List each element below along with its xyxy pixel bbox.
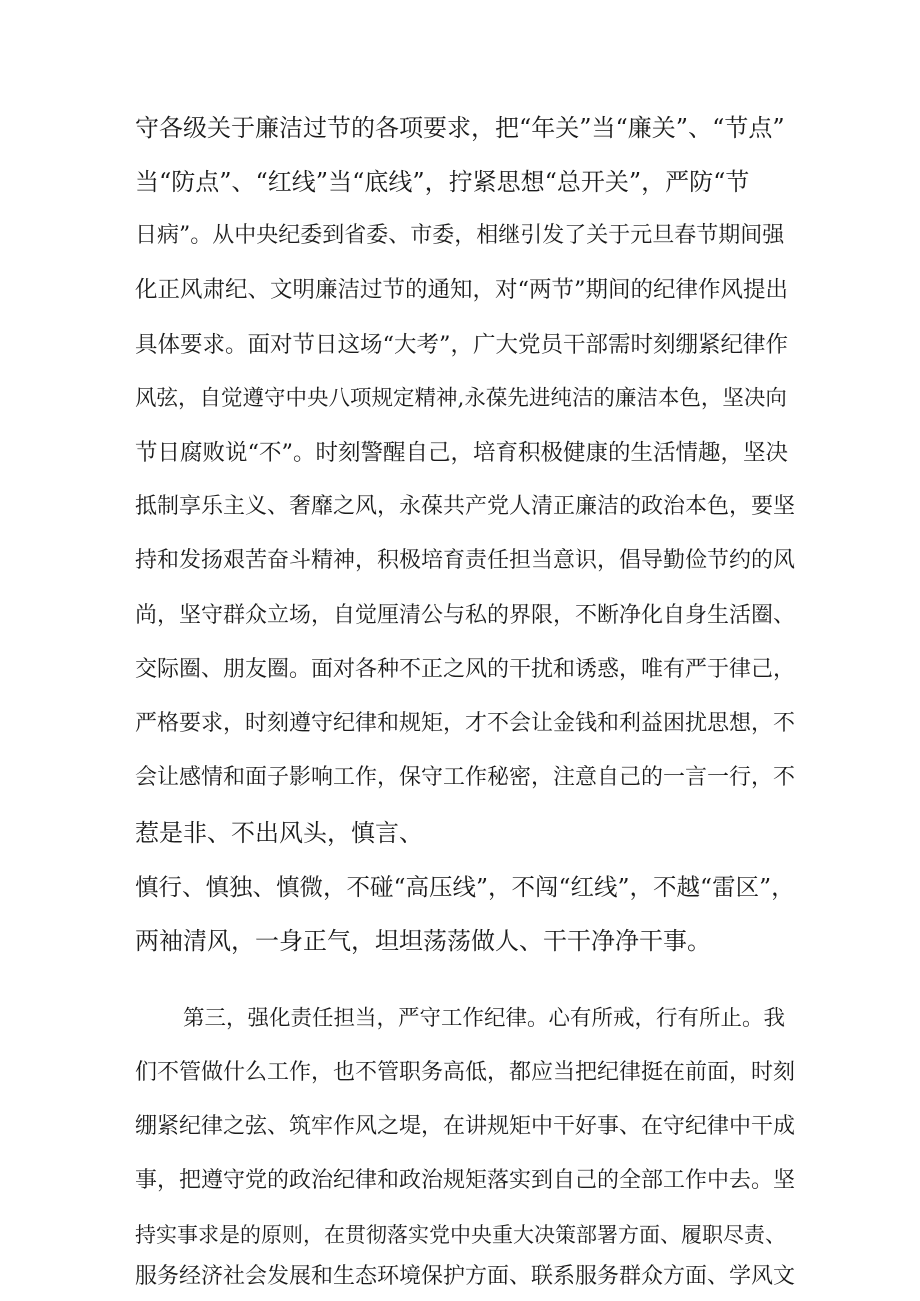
text-line: 化正风肃纪、文明廉洁过节的通知，对“两节”期间的纪律作风提出 [135, 277, 789, 303]
text-line: 慎行、慎独、慎微，不碰“高压线”，不闯“红线”，不越“雷区”， [135, 873, 795, 901]
text-line: 服务经济社会发展和生态环境保护方面、联系服务群众方面、学风文 [135, 1264, 796, 1289]
text-line: 两袖清风，一身正气，坦坦荡荡做人、干干净净干事。 [135, 927, 711, 955]
text-line: 日病”。从中央纪委到省委、市委，相继引发了关于元旦春节期间强 [135, 223, 785, 248]
text-line: 风弦，自觉遵守中央八项规定精神,永葆先进纯洁的廉洁本色，坚决向 [135, 386, 787, 411]
text-line: 惹是非、不出风头，慎言、 [135, 819, 423, 847]
text-line: 持和发扬艰苦奋斗精神，积极培育责任担当意识，倡导勤俭节约的风 [135, 548, 796, 573]
paragraph-first-line: 第三，强化责任担当，严守工作纪律。心有所戒，行有所止。我 [183, 1006, 786, 1031]
text-line: 交际圈、朋友圈。面对各种不正之风的干扰和诱惑，唯有严于律己， [135, 657, 796, 682]
text-line: 们不管做什么工作，也不管职务高低，都应当把纪律挺在前面，时刻 [135, 1060, 796, 1085]
text-line: 具体要求。面对节日这场“大考”，广大党员干部需时刻绷紧纪律作 [135, 332, 789, 358]
text-line: 会让感情和面子影响工作，保守工作秘密，注意自己的一言一行，不 [135, 765, 796, 790]
text-line: 事，把遵守党的政治纪律和政治规矩落实到自己的全部工作中去。坚 [135, 1168, 796, 1193]
text-line: 守各级关于廉洁过节的各项要求，把“年关”当“廉关”、“节点” [135, 114, 785, 142]
text-line: 严格要求，时刻遵守纪律和规矩，才不会让金钱和利益困扰思想，不 [135, 711, 796, 736]
text-line: 节日腐败说“不”。时刻警醒自己，培育积极健康的生活情趣，坚决 [135, 440, 789, 466]
text-line: 抵制享乐主义、奢靡之风，永葆共产党人清正廉洁的政治本色，要坚 [135, 494, 796, 519]
text-line: 绷紧纪律之弦、筑牢作风之堤，在讲规矩中干好事、在守纪律中干成 [135, 1114, 796, 1139]
text-line: 持实事求是的原则，在贯彻落实党中央重大决策部署方面、履职尽责、 [135, 1223, 786, 1247]
text-line: 当“防点”、“红线”当“底线”，拧紧思想“总开关”，严防“节 [135, 168, 750, 196]
text-line: 尚，坚守群众立场，自觉厘清公与私的界限，不断净化自身生活圈、 [135, 603, 796, 628]
